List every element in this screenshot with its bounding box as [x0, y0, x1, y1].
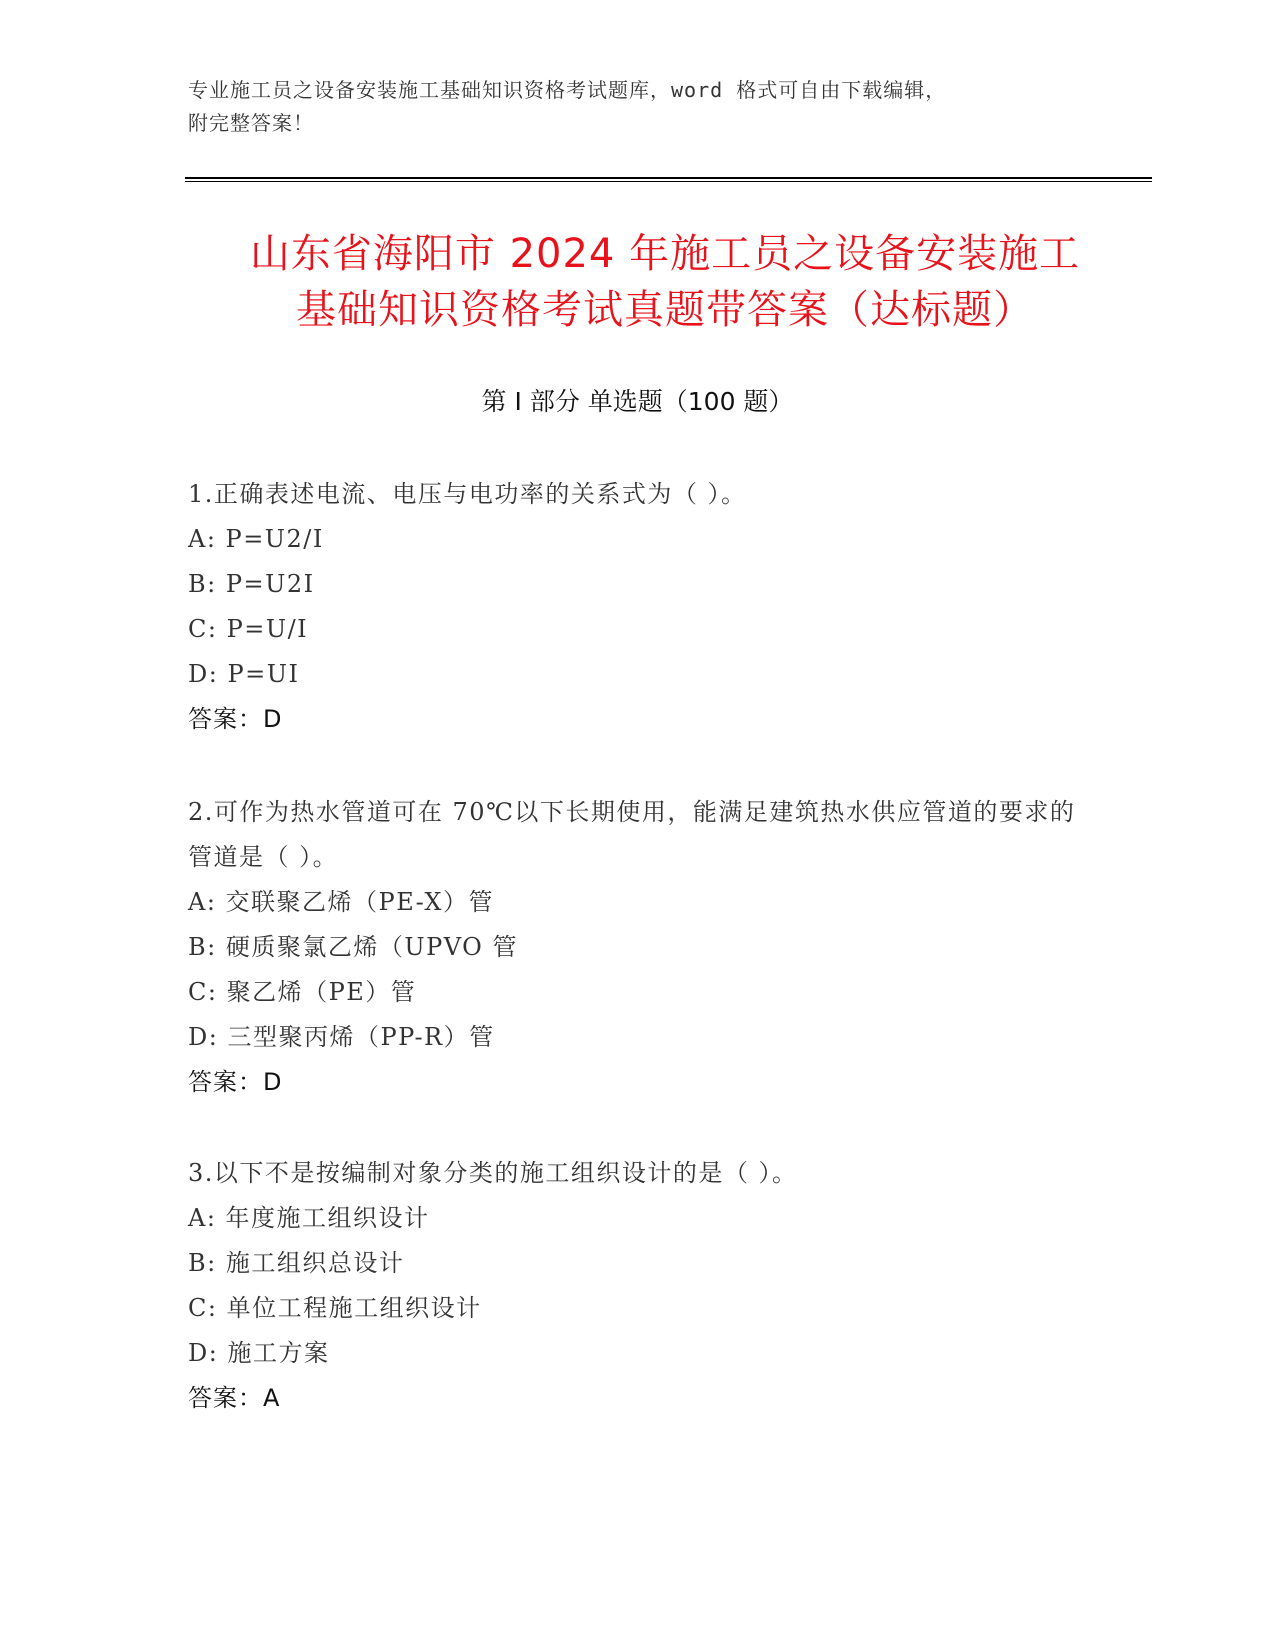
option-a: A: 年度施工组织设计	[188, 1204, 430, 1232]
option-d: D: P=UI	[188, 660, 300, 688]
question-3	[188, 1151, 1088, 1421]
option-c: C: 聚乙烯（PE）管	[188, 978, 417, 1006]
answer: 答案：D	[188, 705, 283, 733]
question-stem: 1.正确表述电流、电压与电功率的关系式为（ ）。	[188, 480, 747, 508]
option-d: D: 施工方案	[188, 1339, 330, 1367]
question-2	[188, 790, 1088, 1105]
answer: 答案：D	[188, 1068, 283, 1096]
header-note-line-2: 附完整答案！	[188, 111, 314, 135]
document-title-line-2: 基础知识资格考试真题带答案（达标题）	[296, 287, 1034, 333]
option-b: B: P=U2I	[188, 570, 315, 598]
option-d: D: 三型聚丙烯（PP-R）管	[188, 1023, 495, 1051]
option-a: A: P=U2/I	[188, 525, 324, 553]
option-c: C: 单位工程施工组织设计	[188, 1294, 482, 1322]
option-b: B: 硬质聚氯乙烯（UPVO 管	[188, 933, 518, 961]
header-note	[188, 74, 1068, 140]
option-c: C: P=U/I	[188, 615, 309, 643]
header-note-line-1: 专业施工员之设备安装施工基础知识资格考试题库，word 格式可自由下载编辑，	[188, 78, 947, 102]
option-a: A: 交联聚乙烯（PE-X）管	[188, 888, 494, 916]
header-divider-thin	[185, 181, 1152, 182]
document-title	[185, 226, 1145, 338]
section-title: 第 I 部分 单选题（100 题）	[481, 387, 794, 416]
option-b: B: 施工组织总设计	[188, 1249, 405, 1277]
question-stem: 2.可作为热水管道可在 70℃以下长期使用，能满足建筑热水供应管道的要求的管道是（ ）。	[188, 798, 1076, 871]
question-stem: 3.以下不是按编制对象分类的施工组织设计的是（ ）。	[188, 1159, 798, 1187]
document-title-line-1: 山东省海阳市 2024 年施工员之设备安装施工	[249, 231, 1081, 277]
answer: 答案：A	[188, 1384, 281, 1412]
header-divider-thick	[185, 177, 1152, 179]
question-1	[188, 472, 1088, 742]
